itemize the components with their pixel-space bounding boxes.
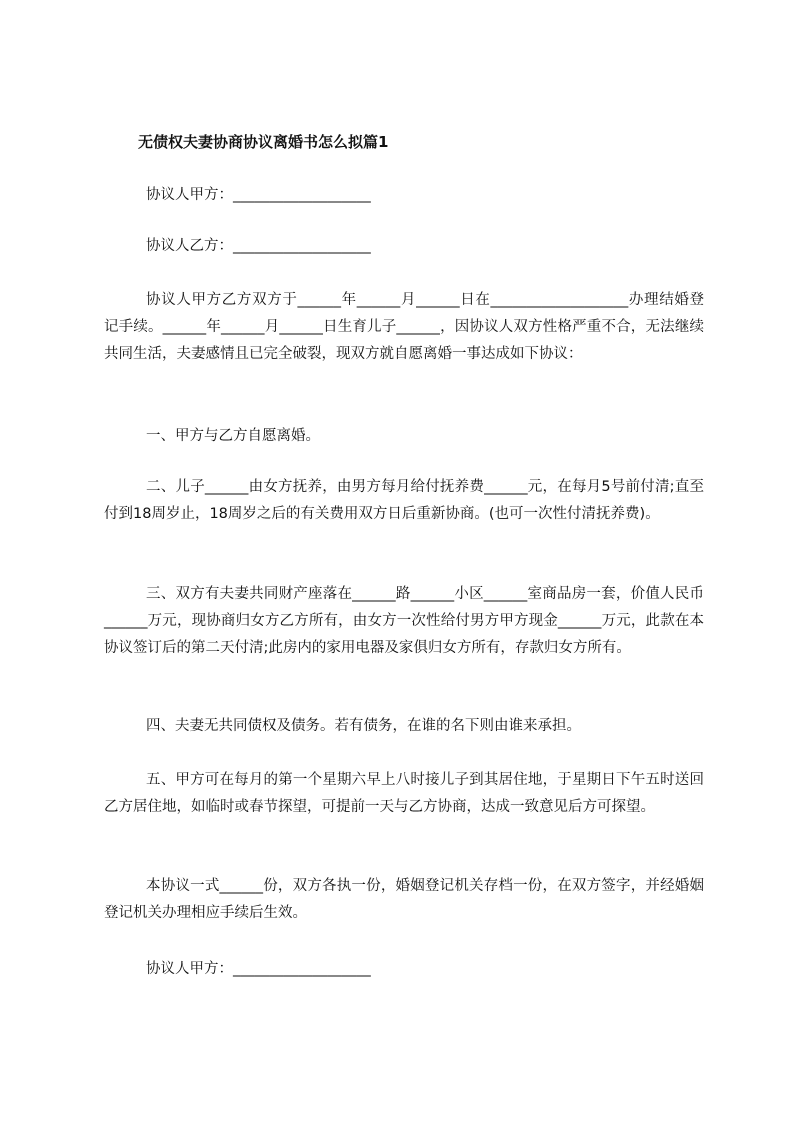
- intro-paragraph: 协议人甲方乙方双方于______年______月______日在___________________办理结婚登记手续。______年______月______日生育儿子______，因协议人双方性格严重不合，无法继续共同生活，夫妻感情且已完全破裂，现双方就自愿离婚一事达成如下协议：: [104, 292, 704, 362]
- clause-5: 五、甲方可在每月的第一个星期六早上八时接儿子到其居住地，于星期日下午五时送回乙方居住地，如临时或春节探望，可提前一天与乙方协商，达成一致意见后方可探望。: [104, 772, 704, 815]
- clause-1: 一、甲方与乙方自愿离婚。: [146, 428, 320, 444]
- party-b-line: 协议人乙方：___________________: [146, 238, 371, 254]
- clause-2: 二、儿子______由女方抚养，由男方每月给付抚养费______元，在每月5号前付清;直至付到18周岁止，18周岁之后的有关费用双方日后重新协商。(也可一次性付清抚养费)。: [104, 479, 704, 522]
- document-title: 无债权夫妻协商协议离婚书怎么拟篇1: [138, 133, 389, 151]
- party-a-line: 协议人甲方：___________________: [146, 187, 371, 203]
- clause-3: 三、双方有夫妻共同财产座落在______路______小区______室商品房一套，价值人民币______万元，现协商归女方乙方所有，由女方一次性给付男方甲方现金______万元，此款在本协议签订后的第二天付清;此房内的家用电器及家俱归女方所有，存款归女方所有。: [104, 586, 704, 656]
- closing-paragraph: 本协议一式______份，双方各执一份，婚姻登记机关存档一份，在双方签字，并经婚姻登记机关办理相应手续后生效。: [104, 878, 704, 921]
- clause-4: 四、夫妻无共同债权及债务。若有债务，在谁的名下则由谁来承担。: [146, 718, 581, 734]
- party-a-signature-line: 协议人甲方：___________________: [146, 961, 371, 977]
